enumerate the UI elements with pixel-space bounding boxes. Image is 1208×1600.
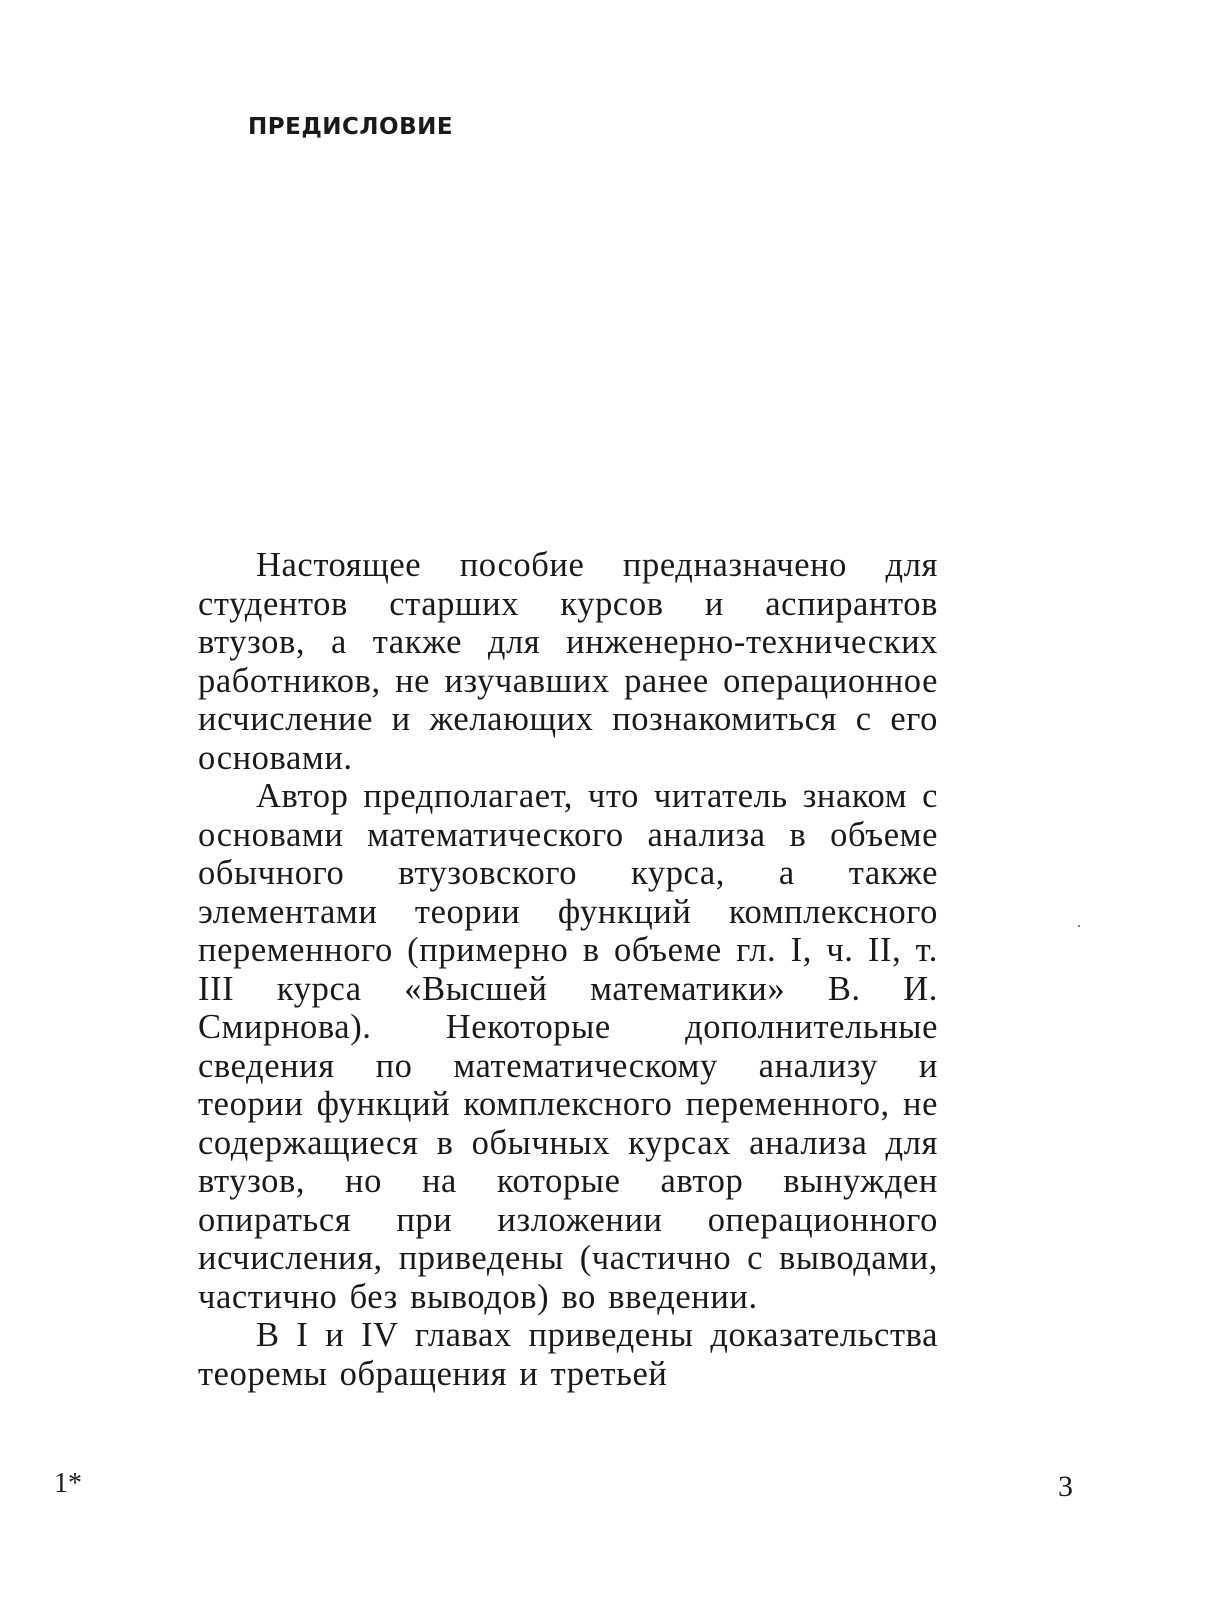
signature-mark: 1* <box>54 1468 82 1499</box>
page-number: 3 <box>1058 1470 1073 1503</box>
paragraph: Настоящее пособие предназначено для студентов старших курсов и аспирантов втузов, а также для инженерно-технических работников, не изучавших ранее операционное исчисление и желающих познакомиться с его основами. <box>198 546 938 777</box>
paragraph: В I и IV главах приведены доказательства теоремы обращения и третьей <box>198 1316 938 1393</box>
paragraph: Автор предполагает, что читатель знаком с основами математического анализа в объеме обычного втузовского курса, а также элементами теории функций комплексного переменного (примерно в объеме гл. I, ч. II, т. III курса «Высшей математики» В. И. Смирнова). Некоторые дополнительные сведения по математическому анализу и теории функций комплексного переменного, не содержащиеся в обычных курсах анализа для втузов, но на которые автор вынужден опираться при изложении операционного исчисления, приведены (частично с выводами, частично без выводов) во введении. <box>198 777 938 1316</box>
page-title: ПРЕДИСЛОВИЕ <box>248 114 454 140</box>
scan-speck <box>1078 925 1080 927</box>
preface-body <box>198 546 938 1393</box>
